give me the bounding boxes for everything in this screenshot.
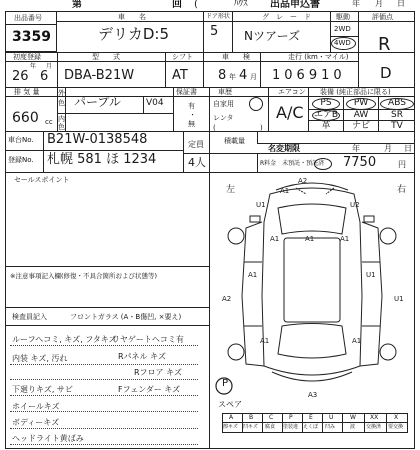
model-label: 型 式: [92, 53, 120, 61]
remark: 下廻りキズ, サビ: [12, 385, 73, 394]
car-name-value: デリカD:5: [98, 25, 169, 43]
equip-tv: TV: [391, 121, 403, 131]
chassis-label: 車台No.: [8, 136, 34, 144]
notes-label: ※注意事項記入欄(修復・不具合箇所および状態等): [10, 272, 158, 280]
equip-check-circle: [312, 110, 340, 121]
remark: Fフェンダー キズ: [118, 385, 181, 394]
shift-value: AT: [172, 68, 188, 83]
sales-point-label: セールスポイント: [14, 176, 70, 184]
form-title: 出品申込書: [270, 0, 320, 10]
chassis-number: B21W-0138548: [47, 132, 148, 147]
damage-mark: A1: [352, 337, 362, 345]
lot-number: 3359: [12, 29, 51, 45]
left-side-label: 左: [226, 185, 236, 195]
damage-mark: A1: [248, 271, 258, 279]
remark: 内装 キズ, 汚れ: [12, 354, 68, 363]
displacement-label: 排 気 量: [14, 88, 40, 96]
equip-leather: 革: [321, 121, 331, 131]
header-fragment: 第: [72, 0, 82, 10]
remark: Rフロア キズ: [134, 368, 182, 377]
ac-label: エアコン: [278, 88, 306, 96]
equip-pw: PW: [353, 98, 369, 108]
recycle-amount: 7750: [343, 155, 377, 170]
door-label: ドア形状: [206, 13, 230, 20]
displacement-value: 660: [12, 110, 39, 126]
drive-label: 駆動: [336, 13, 350, 21]
mileage-value: 106910: [272, 68, 346, 83]
equip-check-circle: [346, 98, 376, 110]
spare-tire-mark: P: [222, 378, 229, 389]
header-fragment: 回: [172, 0, 182, 10]
equip-sr: SR: [391, 110, 403, 120]
damage-mark: A1: [340, 235, 350, 243]
damage-mark: A3: [308, 391, 318, 399]
interior-eval: D: [380, 64, 392, 82]
header-fragment: (: [194, 0, 198, 10]
damage-mark: A1: [260, 337, 270, 345]
damage-mark: A2: [298, 177, 308, 185]
remark: ホイールキズ: [12, 402, 60, 411]
equip-ps: PS: [320, 98, 332, 108]
first-reg-year: 26: [12, 69, 29, 84]
grade-label: グ レ ー ド: [262, 13, 311, 21]
inspection-month: 4: [239, 68, 248, 83]
remark: Rパネル キズ: [118, 352, 166, 361]
equip-airbag: エアB: [313, 110, 339, 120]
windshield-label: フロントガラス (A・B傷凹, ×要え): [70, 313, 182, 321]
drive-2wd: 2WD: [334, 25, 351, 33]
equip-check-circle: [312, 98, 340, 110]
drive-selected-circle: [331, 37, 356, 50]
inspection-label: 車 検: [222, 53, 250, 61]
equip-navi: ナビ: [351, 121, 370, 131]
grade-eval-label: 評価点: [372, 13, 393, 21]
inspection-year: 8: [218, 68, 227, 83]
header-fragment: ﾊｳｽ: [234, 0, 248, 9]
car-damage-diagram: [210, 176, 415, 411]
equipment-label: 装備 (純正部品に限る): [320, 88, 391, 96]
damage-mark: U1: [256, 201, 266, 209]
damage-mark: A1: [270, 235, 280, 243]
warranty-label: 保証書: [176, 88, 197, 96]
damage-mark: U1: [366, 271, 376, 279]
expiry-label: 名変期限: [268, 144, 300, 153]
plate-label: 登録No.: [8, 156, 34, 164]
door-value: 5: [210, 24, 219, 39]
plate-number: 札幌 581 ほ 1234: [47, 152, 157, 167]
load-label: 積載量: [224, 137, 245, 145]
recycle-label: R料金 未預託・預託済: [260, 160, 325, 167]
auction-sheet: 第 回 ( ﾊｳｽ 出品申込書 年 月 日 出品番号 3359 車 名 デリカD:5 ドア形状 5 グ レ ー ド Nツアーズ 駆動 2WD 4WD 評価点 R 初度登録 年 月 26 6 型 式 DBA-B21W シフト AT 車 検 8 年 4 月 走行 (km・マイル) 106910 D 排 気 量 660 cc 外 色 内 色 パープル V04 保証書 有 ・ 無 車歴 自家用 レンタ ( ) エアコン A/C 装備 (純正部品に限る) PS PW ABS エアB AW SR 革 ナビ TV 車台No. B21W-0138548 登録No. 札幌 581 ほ 1234 定員 4人 積載量 名変期限 年 月 日 R料金 未預託・預託済 7750 円 セールスポイント ※注意事項記入欄(修復・不具合箇所および状態等) 検査員記入 フロントガラス (A・B傷凹, ×要え) ルーフヘコミ, キズ, フタキズ リヤゲートヘコミ有 内装 キズ, 汚れ Rパネル キズ Rフロア キズ 下廻りキズ, サビ Fフェンダー キズ ホイールキズ ボディーキズ ヘッドライト黄ばみ 左 右 A2 A1 U1 U2 A1 A1 A1 A1 U1 A2 U1 A1 A1 A3 P スペア A B C P E U W XX X 擦キズ 凹キズ 腐食 塗装違 えくぼ 凹み 波 交換済 要交換: [0, 0, 420, 450]
capacity-label: 定員: [188, 140, 204, 149]
damage-mark: A1: [305, 235, 315, 243]
color-code: V04: [146, 98, 164, 108]
first-reg-label: 初度登録: [13, 53, 41, 61]
equip-aw: AW: [353, 110, 369, 120]
first-reg-month: 6: [40, 69, 49, 84]
history-mark: [249, 97, 263, 111]
history-label: 車歴: [218, 88, 232, 96]
equip-abs: ABS: [388, 98, 406, 108]
remark: ルーフヘコミ, キズ, フタキズ: [12, 335, 117, 344]
spare-label: スペア: [218, 400, 242, 409]
ac-value: A/C: [276, 103, 304, 122]
car-name-label: 車 名: [118, 13, 146, 21]
recycle-status-circle: [314, 158, 332, 170]
shift-label: シフト: [172, 53, 193, 61]
remark: リヤゲートヘコミ有: [112, 335, 184, 344]
lot-number-label: 出品番号: [14, 14, 42, 22]
capacity-value: 4人: [188, 156, 206, 169]
drive-4wd: 4WD: [334, 39, 351, 47]
grade-eval-value: R: [378, 34, 391, 55]
remark: ボディーキズ: [12, 418, 60, 427]
model-code: DBA-B21W: [64, 68, 135, 83]
grade-value: Nツアーズ: [244, 29, 301, 43]
damage-mark: A2: [222, 295, 232, 303]
damage-mark: U1: [394, 295, 404, 303]
damage-mark: A1: [280, 187, 290, 195]
mileage-label: 走行 (km・マイル): [288, 53, 349, 61]
equip-check-circle: [380, 98, 414, 110]
right-side-label: 右: [397, 185, 407, 195]
inspector-label: 検査員記入: [12, 313, 47, 321]
damage-mark: U2: [350, 201, 360, 209]
remark: ヘッドライト黄ばみ: [12, 434, 84, 443]
exterior-color: パープル: [74, 95, 121, 109]
